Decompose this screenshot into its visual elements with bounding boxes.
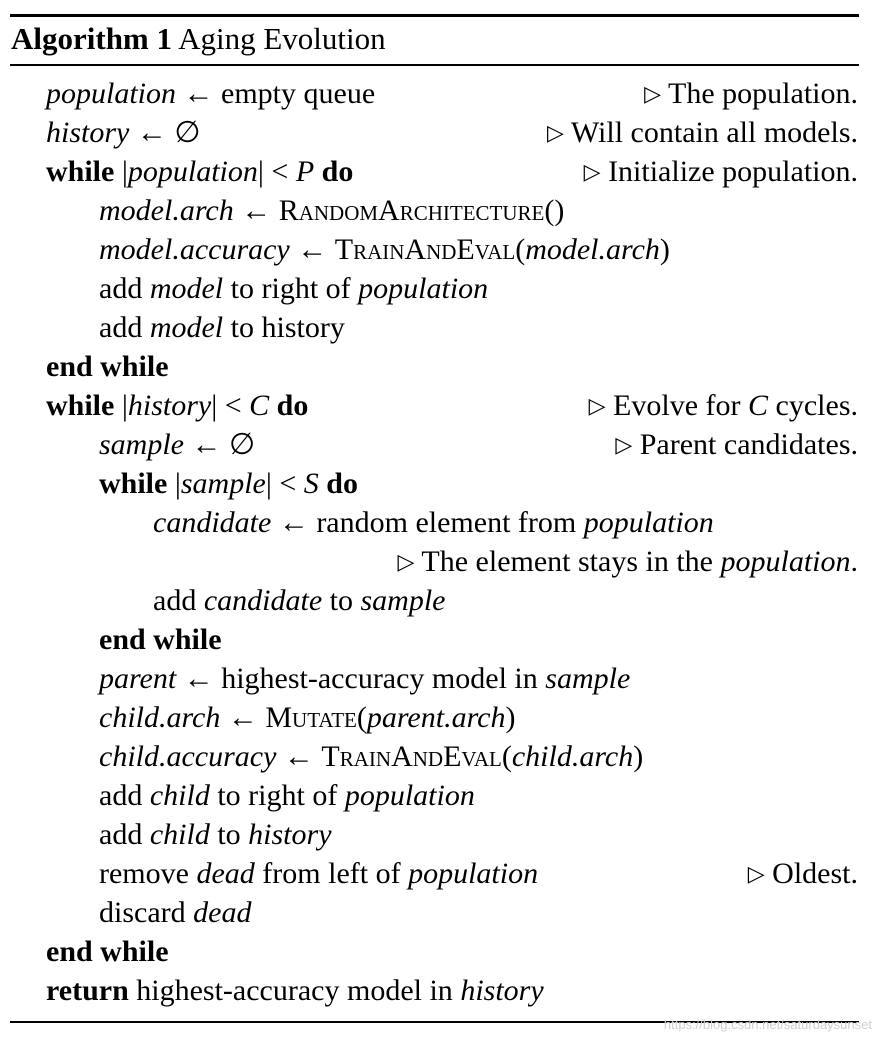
line-comment: ▷ Will contain all models. (547, 116, 858, 149)
algorithm-line (0, 269, 884, 308)
algorithm-label: Algorithm 1 (11, 21, 173, 56)
algorithm-line (0, 464, 884, 503)
code-text: add model to history (99, 311, 345, 344)
code-text: add candidate to sample (153, 584, 446, 617)
algorithm-line (0, 347, 884, 386)
code-text: add child to right of population (99, 779, 475, 812)
code-text: while |history| < C do (46, 389, 309, 422)
code-text: population ← empty queue (46, 77, 376, 110)
code-text: while |population| < P do (46, 155, 354, 188)
algorithm-line (0, 74, 884, 113)
code-text: add model to right of population (99, 272, 489, 305)
algorithm-line (0, 815, 884, 854)
algorithm-title (11, 15, 386, 63)
algorithm-line (0, 932, 884, 971)
algorithm-line (0, 698, 884, 737)
algorithm-line (0, 542, 884, 581)
comment-triangle-icon: ▷ (583, 159, 601, 184)
code-text: model.arch ← RandomArchitecture() (99, 194, 565, 227)
comment-triangle-icon: ▷ (547, 120, 564, 145)
code-text: return highest-accuracy model in history (46, 974, 544, 1007)
algorithm-line (0, 425, 884, 464)
code-text: parent ← highest-accuracy model in sample (99, 662, 631, 695)
algorithm-line (0, 971, 884, 1010)
line-comment: ▷ Oldest. (747, 857, 858, 890)
algorithm-line (0, 503, 884, 542)
line-comment: ▷ Parent candidates. (615, 428, 858, 461)
code-text: remove dead from left of population (99, 857, 539, 890)
header-rule (10, 64, 859, 66)
algorithm-line (0, 776, 884, 815)
algorithm-line (0, 152, 884, 191)
line-comment: ▷ Initialize population. (583, 155, 858, 188)
code-text: end while (46, 350, 169, 383)
algorithm-line (0, 386, 884, 425)
comment-triangle-icon: ▷ (644, 81, 662, 106)
line-comment: ▷ The element stays in the population. (397, 545, 858, 578)
code-text: end while (99, 623, 222, 656)
watermark: https://blog.csdn.net/saturdaysunset (663, 1017, 872, 1032)
code-text: discard dead (99, 896, 252, 929)
algorithm-line (0, 893, 884, 932)
code-text: sample ← ∅ (99, 428, 256, 461)
code-text: child.accuracy ← TrainAndEval(child.arch) (99, 740, 644, 773)
comment-triangle-icon: ▷ (747, 861, 765, 886)
code-text: child.arch ← Mutate(parent.arch) (99, 701, 516, 734)
comment-triangle-icon: ▷ (588, 393, 606, 418)
algorithm-line (0, 581, 884, 620)
algorithm-line (0, 308, 884, 347)
comment-triangle-icon: ▷ (615, 432, 633, 457)
line-comment: ▷ Evolve for C cycles. (588, 389, 858, 422)
comment-triangle-icon: ▷ (397, 549, 415, 574)
code-text: end while (46, 935, 169, 968)
algorithm-line (0, 620, 884, 659)
code-text: while |sample| < S do (99, 467, 358, 500)
code-text: candidate ← random element from population (153, 506, 714, 539)
line-comment: ▷ The population. (644, 77, 858, 110)
algorithm-line (0, 737, 884, 776)
algorithm-line (0, 659, 884, 698)
algorithm-line (0, 113, 884, 152)
algorithm-line (0, 854, 884, 893)
code-text: add child to history (99, 818, 332, 851)
algorithm-line (0, 191, 884, 230)
algorithm-name: Aging Evolution (178, 21, 386, 56)
code-text: history ← ∅ (46, 116, 201, 149)
code-text: model.accuracy ← TrainAndEval(model.arch) (99, 233, 670, 266)
algorithm-line (0, 230, 884, 269)
